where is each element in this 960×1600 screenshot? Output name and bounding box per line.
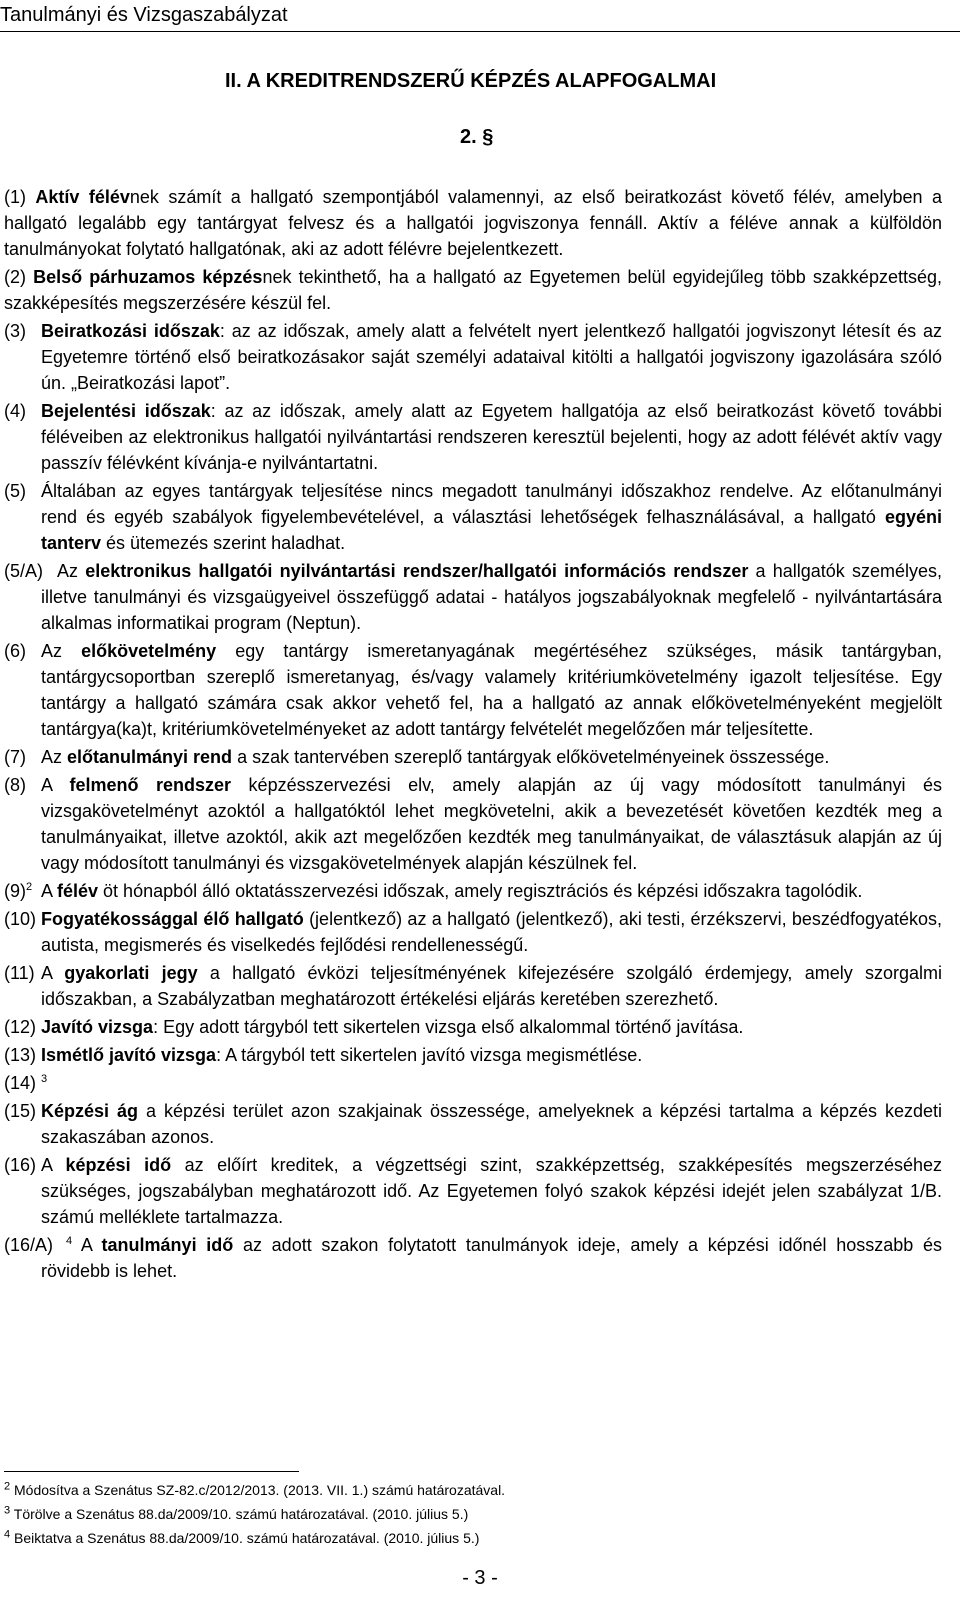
paragraph-number: (5) <box>4 481 26 501</box>
paragraph-number: (14) <box>4 1073 37 1093</box>
page-number: - 3 - <box>462 1567 498 1589</box>
document-body <box>4 184 942 1286</box>
paragraph-7: (7) Az előtanulmányi rend a szak tantervében szereplő tantárgyak előkövetelményeinek összessége. <box>4 744 942 770</box>
paragraph-9: $(9)^2$ A félév öt hónapból álló oktatásszervezési időszak, amely regisztrációs és képzési időszakra tagolódik. <box>4 878 942 904</box>
chapter-title: II. A KREDITRENDSZERŰ KÉPZÉS ALAPFOGALMAI <box>225 70 717 92</box>
defined-term: Beiratkozási időszak <box>41 321 220 341</box>
paragraph-number: (8) <box>4 775 26 795</box>
paragraph-2: (2) Belső párhuzamos képzésnek tekinthető, ha a hallgató az Egyetemen belül egyidejűleg több szakképzettség, szakképesítés megszerzésére készül fel. <box>4 267 942 313</box>
defined-term: felmenő rendszer <box>69 775 232 795</box>
footnote-ref: 4 <box>66 1235 73 1247</box>
footnote-ref: 2 <box>26 881 33 893</box>
paragraph-number: (15) <box>4 1101 37 1121</box>
defined-term: Fogyatékossággal élő hallgató <box>41 909 304 929</box>
paragraph-number: (7) <box>4 747 26 767</box>
footnote: $^2$ Módosítva a Szenátus SZ-82.c/2012/2013. (2013. VII. 1.) számú határozatával. <box>4 1480 506 1498</box>
defined-term: gyakorlati jegy <box>64 963 198 983</box>
defined-term: Képzési ág <box>41 1101 139 1121</box>
paragraph-5a: (5/A) Az elektronikus hallgatói nyilvántartási rendszer/hallgatói információs rendszer a hallgatók személyes, illetve tanulmányi és vizsgaügyeivel összefüggő adatai - hatályos jogszabályoknak megfelelő - nyilvántartására alkalmas informatikai program (Neptun). <box>4 558 942 636</box>
paragraph-number: (11) <box>4 963 35 983</box>
paragraph-3: (3) Beiratkozási időszak: az az időszak, amely alatt a felvételt nyert jelentkező hallgatói jogviszonyt létesít és az Egyetemre történő első beiratkozásakor saját személyi adataival kitölti a hallgatói jogviszony igazolására szóló ún. „Beiratkozási lapot”. <box>4 318 942 396</box>
defined-term: előkövetelmény <box>81 641 217 661</box>
paragraph-number: (4) <box>4 401 26 421</box>
defined-term: Ismétlő javító vizsga <box>41 1045 217 1065</box>
paragraph-6: (6) Az előkövetelmény egy tantárgy ismeretanyagának megértéséhez szükséges, másik tantárgyban, tantárgycsoportban szereplő ismeretanyag, és/vagy valamely kritériumkövetelmény igazolt teljesítése. Egy tantárgy a hallgató számára csak akkor vehető fel, ha a hallgató az annak előkövetelményeként megjelölt tantárgya(ka)t, kritériumkövetelményeket az adott tantárgy felvételét megelőzően már teljesítette. <box>4 638 942 742</box>
paragraph-number: (16/A) <box>4 1235 54 1255</box>
paragraph-4: (4) Bejelentési időszak: az az időszak, amely alatt az Egyetem hallgatója az első beiratkozást követő további féléveiben az elektronikus hallgatói nyilvántartási rendszeren keresztül bejelenti, hogy az adott félévét aktív vagy passzív félévként kívánja-e nyilvántartatni. <box>4 398 942 476</box>
paragraph-number: (16) <box>4 1155 37 1175</box>
defined-term: elektronikus hallgatói nyilvántartási rendszer/hallgatói információs rendszer <box>85 561 749 581</box>
paragraph-10: (10) Fogyatékossággal élő hallgató (jelentkező) az a hallgató (jelentkező), aki testi, érzékszervi, beszédfogyatékos, autista, megismerés és viselkedés fejlődési rendellenességű. <box>4 906 942 958</box>
footnote: $^4$ Beiktatva a Szenátus 88.da/2009/10. számú határozatával. (2010. július 5.) <box>4 1528 480 1546</box>
running-header: Tanulmányi és Vizsgaszabályzat <box>0 4 288 26</box>
defined-term: előtanulmányi rend <box>67 747 233 767</box>
footnote: $^3$ Törölve a Szenátus 88.da/2009/10. számú határozatával. (2010. július 5.) <box>4 1504 469 1522</box>
footnote-separator <box>4 1471 299 1472</box>
paragraph-16a: (16/A) $^4$ A tanulmányi idő az adott szakon folytatott tanulmányok ideje, amely a képzési időnél hosszabb és rövidebb is lehet. <box>4 1232 942 1284</box>
paragraph-number: (13) <box>4 1045 37 1065</box>
defined-term: Bejelentési időszak <box>41 401 211 421</box>
paragraph-number: (2) <box>4 267 26 287</box>
paragraph-number: (3) <box>4 321 26 341</box>
paragraph-11: (11) A gyakorlati jegy a hallgató évközi teljesítményének kifejezésére szolgáló érdemjegy, amely szorgalmi időszakban, a Szabályzatban meghatározott értékelési eljárás keretében szerezhető. <box>4 960 942 1012</box>
paragraph-number: (10) <box>4 909 37 929</box>
section-title: 2. § <box>460 126 494 148</box>
paragraph-1: (1) Aktív félévnek számít a hallgató szempontjából valamennyi, az első beiratkozást követő félév, amelyben a hallgató legalább egy tantárgyat felvesz és a hallgatói jogviszonya fennáll. Aktív a féléve annak a külföldön tanulmányokat folytató hallgatónak, aki az adott félévre bejelentkezett. <box>4 187 942 259</box>
paragraph-5: (5) Általában az egyes tantárgyak teljesítése nincs megadott tanulmányi időszakhoz rendelve. Az előtanulmányi rend és egyéb szabályok figyelembevételével, a választási lehetőségek felhasználásával, a hallgató egyéni tanterv és ütemezés szerint haladhat. <box>4 478 942 556</box>
defined-term: félév <box>57 881 99 901</box>
paragraph-number: $(9)^2$ <box>4 881 33 901</box>
header-rule <box>0 31 960 32</box>
paragraph-number: (6) <box>4 641 26 661</box>
paragraph-13: (13) Ismétlő javító vizsga: A tárgyból tett sikertelen javító vizsga megismétlése. <box>4 1042 942 1068</box>
defined-term: egyéni tanterv <box>41 507 942 553</box>
paragraph-number: (5/A) <box>4 561 44 581</box>
defined-term: Aktív félév <box>35 187 130 207</box>
defined-term: Javító vizsga <box>41 1017 154 1037</box>
paragraph-8: (8) A felmenő rendszer képzésszervezési elv, amely alapján az új vagy módosított tanulmányi és vizsgakövetelményt azoktól a hallgatóktól lehet megkövetelni, akik a bevezetését követően kezdték meg a tanulmányaikat, illetve azoktól, akik azt megelőzően kezdték meg tanulmányaikat, de választásuk alapján az új vagy módosított tanulmányi és vizsgakövetelmények alapján készülnek fel. <box>4 772 942 876</box>
defined-term: Belső párhuzamos képzés <box>33 267 263 287</box>
defined-term: tanulmányi idő <box>101 1235 234 1255</box>
paragraph-number: (1) <box>4 187 26 207</box>
paragraph-15: (15) Képzési ág a képzési terület azon szakjainak összessége, amelyeknek a képzési tartalma a képzés kezdeti szakaszában azonos. <box>4 1098 942 1150</box>
paragraph-16: (16) A képzési idő az előírt kreditek, a végzettségi szint, szakképzettség, szakképesítés megszerzéséhez szükséges, jogszabályban meghatározott idő. Az Egyetemen folyó szakok képzési idejét jelen szabályzat 1/B. számú melléklete tartalmazza. <box>4 1152 942 1230</box>
footnotes <box>4 1478 505 1550</box>
paragraph-14 <box>4 1070 942 1096</box>
footnote-ref: 3 <box>41 1073 48 1085</box>
defined-term: képzési idő <box>65 1155 172 1175</box>
paragraph-12: (12) Javító vizsga: Egy adott tárgyból tett sikertelen vizsga első alkalommal történő javítása. <box>4 1014 942 1040</box>
paragraph-number: (12) <box>4 1017 37 1037</box>
